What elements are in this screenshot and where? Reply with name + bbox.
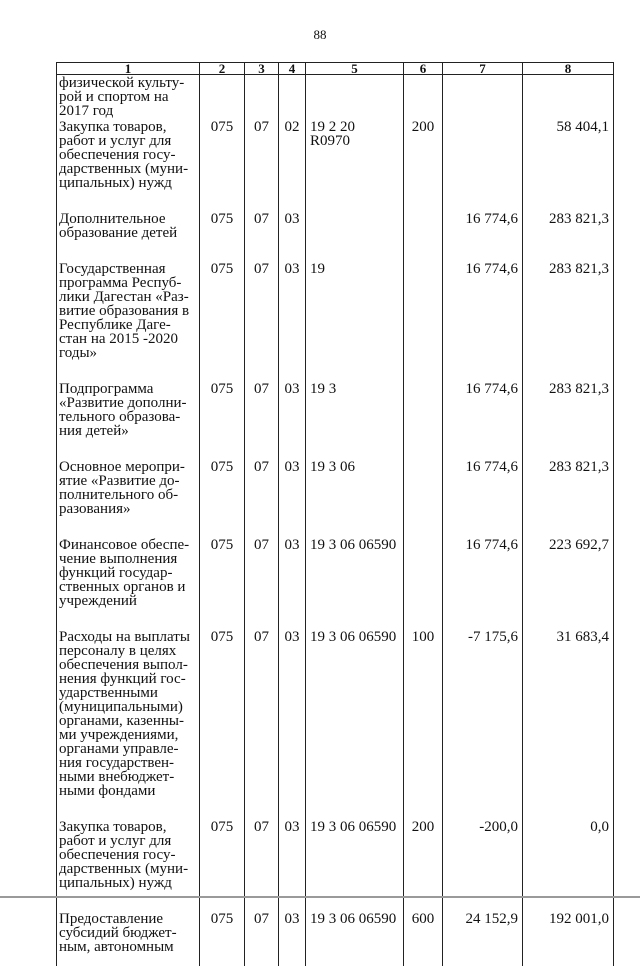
target-article-code-cell bbox=[306, 460, 404, 538]
table-row bbox=[57, 912, 614, 966]
change-amount: -200,0 bbox=[479, 819, 518, 835]
row-name-cell bbox=[57, 460, 200, 538]
table-row bbox=[57, 120, 614, 212]
section-code: 07 bbox=[254, 819, 269, 835]
target-article-code: 19 3 06 06590 bbox=[310, 911, 396, 927]
row-name: Государственная программа Респуб- лики Дагестан «Раз- витие образования в Республике Даге- стан на 2015 -2020 годы» bbox=[59, 261, 189, 361]
row-name: физической культу- рой и спортом на 2017 год bbox=[59, 75, 184, 119]
section-code-cell bbox=[245, 538, 279, 630]
section-code-cell bbox=[245, 75, 279, 121]
total-amount: 192 001,0 bbox=[549, 911, 609, 927]
table-row bbox=[57, 460, 614, 538]
expense-type-code-cell bbox=[404, 460, 443, 538]
chapter-code: 075 bbox=[211, 119, 234, 135]
total-amount-cell bbox=[523, 212, 614, 262]
section-code: 07 bbox=[254, 211, 269, 227]
total-amount-cell bbox=[523, 820, 614, 912]
subsection-code-cell bbox=[279, 912, 306, 966]
row-name: Финансовое обеспе- чение выполнения функций государ- ственных органов и учреждений bbox=[59, 537, 189, 609]
page-bottom-rule bbox=[0, 896, 640, 898]
target-article-code-cell bbox=[306, 820, 404, 912]
section-code: 07 bbox=[254, 537, 269, 553]
expense-type-code: 100 bbox=[412, 629, 435, 645]
row-name: Расходы на выплаты персоналу в целях обеспечения выпол- нения функций гос- ударственными (муниципальными) органами, казенны- ми учреждениями, органами управле- ния государствен- ными внебюджет- ными фондами bbox=[59, 629, 190, 799]
subsection-code: 02 bbox=[285, 119, 300, 135]
chapter-code-cell bbox=[200, 820, 245, 912]
target-article-code-cell bbox=[306, 912, 404, 966]
expense-type-code-cell bbox=[404, 630, 443, 820]
subsection-code: 03 bbox=[285, 819, 300, 835]
subsection-code: 03 bbox=[285, 261, 300, 277]
table-row bbox=[57, 382, 614, 460]
change-amount-cell bbox=[443, 820, 523, 912]
subsection-code-cell bbox=[279, 120, 306, 212]
target-article-code: 19 2 20 R0970 bbox=[310, 119, 355, 149]
column-header: 7 bbox=[443, 63, 523, 75]
section-code: 07 bbox=[254, 629, 269, 645]
subsection-code-cell bbox=[279, 75, 306, 121]
table-row bbox=[57, 630, 614, 820]
chapter-code: 075 bbox=[211, 819, 234, 835]
total-amount: 31 683,4 bbox=[557, 629, 610, 645]
change-amount-cell bbox=[443, 460, 523, 538]
subsection-code: 03 bbox=[285, 211, 300, 227]
row-name-cell bbox=[57, 820, 200, 912]
row-name-cell bbox=[57, 538, 200, 630]
section-code-cell bbox=[245, 212, 279, 262]
chapter-code-cell bbox=[200, 382, 245, 460]
budget-table bbox=[56, 62, 614, 966]
row-name-cell bbox=[57, 75, 200, 121]
section-code: 07 bbox=[254, 459, 269, 475]
change-amount-cell bbox=[443, 912, 523, 966]
total-amount-cell bbox=[523, 630, 614, 820]
row-name: Закупка товаров, работ и услуг для обеспечения госу- дарственных (муни- ципальных) нужд bbox=[59, 819, 188, 891]
column-header: 2 bbox=[200, 63, 245, 75]
chapter-code-cell bbox=[200, 538, 245, 630]
section-code-cell bbox=[245, 820, 279, 912]
change-amount-cell bbox=[443, 538, 523, 630]
change-amount: 16 774,6 bbox=[466, 261, 519, 277]
chapter-code-cell bbox=[200, 212, 245, 262]
total-amount-cell bbox=[523, 538, 614, 630]
total-amount: 283 821,3 bbox=[549, 381, 609, 397]
chapter-code-cell bbox=[200, 120, 245, 212]
total-amount-cell bbox=[523, 912, 614, 966]
target-article-code-cell bbox=[306, 120, 404, 212]
subsection-code-cell bbox=[279, 382, 306, 460]
total-amount: 283 821,3 bbox=[549, 459, 609, 475]
column-header: 6 bbox=[404, 63, 443, 75]
row-name: Подпрограмма «Развитие дополни- тельного образова- ния детей» bbox=[59, 381, 187, 439]
table-row bbox=[57, 538, 614, 630]
table-row bbox=[57, 212, 614, 262]
target-article-code: 19 3 06 06590 bbox=[310, 819, 396, 835]
change-amount-cell bbox=[443, 382, 523, 460]
target-article-code: 19 bbox=[310, 261, 325, 277]
chapter-code-cell bbox=[200, 75, 245, 121]
expense-type-code: 600 bbox=[412, 911, 435, 927]
chapter-code: 075 bbox=[211, 537, 234, 553]
section-code: 07 bbox=[254, 381, 269, 397]
column-header: 4 bbox=[279, 63, 306, 75]
section-code-cell bbox=[245, 382, 279, 460]
chapter-code: 075 bbox=[211, 211, 234, 227]
chapter-code: 075 bbox=[211, 629, 234, 645]
change-amount-cell bbox=[443, 120, 523, 212]
change-amount-cell bbox=[443, 630, 523, 820]
change-amount: 24 152,9 bbox=[466, 911, 519, 927]
subsection-code: 03 bbox=[285, 381, 300, 397]
total-amount-cell bbox=[523, 262, 614, 382]
target-article-code-cell bbox=[306, 212, 404, 262]
target-article-code-cell bbox=[306, 630, 404, 820]
change-amount-cell bbox=[443, 75, 523, 121]
chapter-code: 075 bbox=[211, 911, 234, 927]
table-row bbox=[57, 75, 614, 121]
total-amount: 223 692,7 bbox=[549, 537, 609, 553]
table-row bbox=[57, 262, 614, 382]
section-code-cell bbox=[245, 630, 279, 820]
change-amount: 16 774,6 bbox=[466, 459, 519, 475]
chapter-code-cell bbox=[200, 912, 245, 966]
section-code: 07 bbox=[254, 119, 269, 135]
total-amount-cell bbox=[523, 75, 614, 121]
section-code: 07 bbox=[254, 261, 269, 277]
target-article-code-cell bbox=[306, 538, 404, 630]
change-amount-cell bbox=[443, 262, 523, 382]
chapter-code: 075 bbox=[211, 261, 234, 277]
expense-type-code-cell bbox=[404, 262, 443, 382]
subsection-code: 03 bbox=[285, 629, 300, 645]
change-amount-cell bbox=[443, 212, 523, 262]
expense-type-code-cell bbox=[404, 820, 443, 912]
change-amount: -7 175,6 bbox=[468, 629, 518, 645]
chapter-code: 075 bbox=[211, 381, 234, 397]
chapter-code-cell bbox=[200, 262, 245, 382]
change-amount: 16 774,6 bbox=[466, 381, 519, 397]
row-name-cell bbox=[57, 120, 200, 212]
table-row bbox=[57, 820, 614, 912]
row-name-cell bbox=[57, 212, 200, 262]
target-article-code-cell bbox=[306, 382, 404, 460]
row-name-cell bbox=[57, 912, 200, 966]
target-article-code: 19 3 06 06590 bbox=[310, 629, 396, 645]
target-article-code: 19 3 06 bbox=[310, 459, 355, 475]
total-amount-cell bbox=[523, 120, 614, 212]
expense-type-code-cell bbox=[404, 75, 443, 121]
subsection-code: 03 bbox=[285, 459, 300, 475]
column-header: 1 bbox=[57, 63, 200, 75]
change-amount: 16 774,6 bbox=[466, 537, 519, 553]
subsection-code-cell bbox=[279, 460, 306, 538]
table-body bbox=[57, 75, 614, 966]
column-header: 3 bbox=[245, 63, 279, 75]
target-article-code-cell bbox=[306, 75, 404, 121]
subsection-code: 03 bbox=[285, 537, 300, 553]
target-article-code-cell bbox=[306, 262, 404, 382]
section-code-cell bbox=[245, 460, 279, 538]
section-code-cell bbox=[245, 120, 279, 212]
change-amount: 16 774,6 bbox=[466, 211, 519, 227]
section-code: 07 bbox=[254, 911, 269, 927]
total-amount: 58 404,1 bbox=[557, 119, 610, 135]
section-code-cell bbox=[245, 912, 279, 966]
chapter-code-cell bbox=[200, 460, 245, 538]
subsection-code: 03 bbox=[285, 911, 300, 927]
section-code-cell bbox=[245, 262, 279, 382]
subsection-code-cell bbox=[279, 212, 306, 262]
expense-type-code-cell bbox=[404, 212, 443, 262]
subsection-code-cell bbox=[279, 630, 306, 820]
expense-type-code-cell bbox=[404, 912, 443, 966]
column-header: 8 bbox=[523, 63, 614, 75]
total-amount-cell bbox=[523, 460, 614, 538]
chapter-code-cell bbox=[200, 630, 245, 820]
target-article-code: 19 3 bbox=[310, 381, 336, 397]
row-name-cell bbox=[57, 382, 200, 460]
column-header: 5 bbox=[306, 63, 404, 75]
row-name: Предоставление субсидий бюджет- ным, автономным bbox=[59, 911, 177, 955]
expense-type-code: 200 bbox=[412, 119, 435, 135]
total-amount: 283 821,3 bbox=[549, 211, 609, 227]
column-number-header bbox=[57, 63, 614, 75]
expense-type-code-cell bbox=[404, 382, 443, 460]
row-name: Закупка товаров, работ и услуг для обеспечения госу- дарственных (муни- ципальных) нужд bbox=[59, 119, 188, 191]
row-name: Основное меропри- ятие «Развитие до- полнительного об- разования» bbox=[59, 459, 185, 517]
chapter-code: 075 bbox=[211, 459, 234, 475]
row-name-cell bbox=[57, 630, 200, 820]
page-number: 88 bbox=[0, 27, 640, 43]
total-amount: 0,0 bbox=[590, 819, 609, 835]
expense-type-code-cell bbox=[404, 120, 443, 212]
row-name: Дополнительное образование детей bbox=[59, 211, 177, 241]
subsection-code-cell bbox=[279, 820, 306, 912]
expense-type-code: 200 bbox=[412, 819, 435, 835]
total-amount-cell bbox=[523, 382, 614, 460]
subsection-code-cell bbox=[279, 538, 306, 630]
total-amount: 283 821,3 bbox=[549, 261, 609, 277]
target-article-code: 19 3 06 06590 bbox=[310, 537, 396, 553]
expense-type-code-cell bbox=[404, 538, 443, 630]
row-name-cell bbox=[57, 262, 200, 382]
subsection-code-cell bbox=[279, 262, 306, 382]
